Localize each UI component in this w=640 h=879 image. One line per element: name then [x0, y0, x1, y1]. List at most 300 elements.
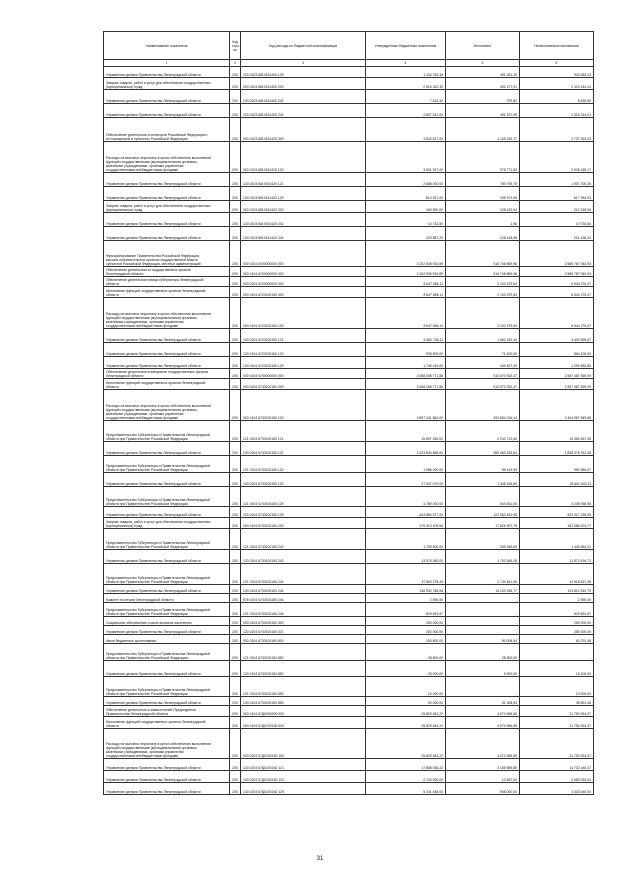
row-executed: 510 570 932,47 — [446, 369, 520, 379]
row-name: Функционирование Правительства Российской Федерации, высших исполнительных органов государственной власти субъектов Российской Федерации, местных администраций — [104, 241, 230, 267]
row-budget-code: 133 0103 6810151420 129 — [241, 187, 366, 201]
header-budget-code: Код расхода по бюджетной классификации — [241, 32, 366, 60]
row-approved: 3 068 058 771,56 — [366, 379, 446, 390]
row-name: Представительство Губернатора и Правительства Ленинградской области при Правительстве Российской Федерации — [104, 529, 230, 550]
column-number-row — [104, 60, 594, 67]
row-budget-code: 133 0104 6730100150 122 — [241, 473, 366, 487]
row-line-code: 200 — [230, 379, 241, 390]
row-unexecuted: 14 732 446,37 — [520, 759, 594, 771]
row-approved: 136 932 766,08 — [366, 585, 446, 594]
row-executed: 979,82 — [446, 90, 520, 104]
row-budget-code: 000 0104 67Д0000000 000 — [241, 706, 366, 717]
row-executed: 543 061,05 — [446, 487, 520, 507]
row-budget-code: 000 0104 6720000000 000 — [241, 277, 366, 287]
table-row — [104, 343, 594, 357]
row-approved: 15 697 250,00 — [366, 421, 446, 442]
row-line-code: 200 — [230, 78, 241, 90]
row-executed: - — [446, 617, 520, 626]
row-approved: 3 102 535 910,89 — [366, 267, 446, 277]
column-number: 3 — [241, 60, 366, 67]
row-approved: 2 203 840 865,00 — [366, 442, 446, 456]
row-line-code: 200 — [230, 518, 241, 529]
table-row — [104, 487, 594, 507]
row-budget-code: 133 0104 6730100150 121 — [241, 442, 366, 456]
row-budget-code: 133 0104 6730100150 321 — [241, 626, 366, 635]
row-approved: 2 590,00 — [366, 594, 446, 603]
row-approved: 17 663 278,43 — [366, 564, 446, 585]
row-line-code: 200 — [230, 173, 241, 187]
row-unexecuted: 26 601 643,11 — [520, 473, 594, 487]
row-name: Обеспечение деятельности вице-губернатора Ленинградской области — [104, 277, 230, 287]
row-budget-code: 121 0104 6730100150 242 — [241, 529, 366, 550]
table-row — [104, 729, 594, 759]
row-executed: 1 562 152,44 — [446, 329, 520, 343]
row-approved: 813 927,00 — [366, 187, 446, 201]
header-indicator-name: Наименование показателя — [104, 32, 230, 60]
row-name: Исполнение функций государственных органов Ленинградской области — [104, 379, 230, 390]
row-unexecuted: - — [520, 644, 594, 661]
row-executed: 4 074 556,85 — [446, 717, 520, 729]
row-name: Расходы на выплаты персоналу в целях обеспечения выполнения функций государственными (муниципальными) органами, казенными учреждениями, органами управления государственными внебюджетными фондами — [104, 390, 230, 421]
row-executed: 51 308,54 — [446, 697, 520, 706]
row-line-code: 200 — [230, 706, 241, 717]
row-unexecuted: 63 791,46 — [520, 635, 594, 644]
table-row — [104, 585, 594, 594]
table-row — [104, 213, 594, 227]
row-name: Управление делами Правительства Ленинградской области — [104, 442, 230, 456]
row-line-code: 200 — [230, 67, 241, 78]
row-line-code: 200 — [230, 201, 241, 213]
row-executed: 516 748 869,96 — [446, 241, 520, 267]
row-approved: 7 610,32 — [366, 90, 446, 104]
row-approved: 25 829 481,22 — [366, 729, 446, 759]
budget-execution-table — [103, 31, 594, 795]
row-name: Управление делами Правительства Ленинградской области — [104, 473, 230, 487]
row-executed: 28 800,00 — [446, 644, 520, 661]
row-budget-code: 121 0104 6730100150 244 — [241, 564, 366, 585]
table-row — [104, 287, 594, 298]
row-name: Иные бюджетные ассигнования — [104, 635, 230, 644]
row-approved: 153 800,00 — [366, 635, 446, 644]
row-unexecuted: 250 000,00 — [520, 626, 594, 635]
table-row — [104, 267, 594, 277]
row-line-code: 200 — [230, 287, 241, 298]
row-executed: 908 000,00 — [446, 783, 520, 795]
table-row — [104, 697, 594, 706]
row-executed: 71 400,00 — [446, 343, 520, 357]
table-row — [104, 783, 594, 795]
row-line-code: 200 — [230, 585, 241, 594]
row-approved: 935 500,00 — [366, 343, 446, 357]
row-approved: 2 688 000,00 — [366, 173, 446, 187]
table-row — [104, 507, 594, 518]
row-approved: 170 413 109,56 — [366, 518, 446, 529]
row-name: Расходы на выплаты персоналу в целях обеспечения выполнения функций государственными (муниципальными) органами, казенными учреждениями, органами управления государственными внебюджетными фондами — [104, 142, 230, 173]
table-row — [104, 118, 594, 142]
row-line-code: 200 — [230, 142, 241, 173]
row-line-code: 200 — [230, 421, 241, 442]
row-approved: 643 880 677,00 — [366, 507, 446, 518]
row-executed: 1,96 — [446, 213, 520, 227]
row-budget-code: 000 0104 0000000000 000 — [241, 241, 366, 267]
table-row — [104, 677, 594, 697]
row-executed: 17 826 907,79 — [446, 518, 520, 529]
row-budget-code: 978 0104 6730100150 244 — [241, 594, 366, 603]
row-name: Обеспечение деятельности аппаратов государственных органов Ленинградской области — [104, 369, 230, 379]
row-approved: 340 590,00 — [366, 201, 446, 213]
row-executed: 1 702 065,28 — [446, 550, 520, 564]
row-executed: 1 105 192,77 — [446, 118, 520, 142]
row-unexecuted: 123 812 510,79 — [520, 585, 594, 594]
row-executed: 122 963 451,95 — [446, 507, 520, 518]
table-row — [104, 550, 594, 564]
row-executed: 2 103 379,64 — [446, 287, 520, 298]
row-unexecuted: 11 873 194,72 — [520, 550, 594, 564]
row-name: Обеспечение деятельности сенаторов Российской Федерации и их помощников в субъектах Российской Федерации — [104, 118, 230, 142]
row-approved: 2 807 512,00 — [366, 104, 446, 118]
row-approved: 3 842 517,00 — [366, 118, 446, 142]
header-unexecuted: Неисполненные назначения — [520, 32, 594, 60]
row-budget-code: 000 0104 6720100150 000 — [241, 287, 366, 298]
row-line-code: 200 — [230, 390, 241, 421]
row-approved: 8 647 656,11 — [366, 298, 446, 329]
row-budget-code: 000 0104 6730100150 300 — [241, 617, 366, 626]
row-executed: 976 771,83 — [446, 142, 520, 173]
table-row — [104, 564, 594, 585]
row-budget-code: 000 0104 67Д0100150 100 — [241, 729, 366, 759]
table-row — [104, 456, 594, 473]
row-line-code: 200 — [230, 442, 241, 456]
row-unexecuted: 2 316 314,01 — [520, 104, 594, 118]
row-executed: 3 155 589,85 — [446, 759, 520, 771]
row-budget-code: 133 0103 6810151400 244 — [241, 104, 366, 118]
row-budget-code: 000 0104 6730100150 000 — [241, 379, 366, 390]
row-line-code: 200 — [230, 473, 241, 487]
row-line-code: 200 — [230, 357, 241, 369]
row-executed: 491 197,99 — [446, 104, 520, 118]
row-budget-code: 133 0104 6730100150 852 — [241, 661, 366, 677]
row-line-code: 200 — [230, 104, 241, 118]
row-line-code: 200 — [230, 277, 241, 287]
row-line-code: 200 — [230, 298, 241, 329]
row-unexecuted: 2 525 155,17 — [520, 142, 594, 173]
row-executed: 492 177,91 — [446, 78, 520, 90]
row-line-code: 200 — [230, 635, 241, 644]
row-unexecuted: 14 918 637,38 — [520, 564, 594, 585]
row-unexecuted: 6 544 276,47 — [520, 277, 594, 287]
row-line-code: 200 — [230, 603, 241, 617]
row-unexecuted: 6 544 276,47 — [520, 298, 594, 329]
row-name: Управление делами Правительства Ленинградской области — [104, 173, 230, 187]
row-unexecuted: 250 000,00 — [520, 617, 594, 626]
row-budget-code: 000 0104 6730100150 800 — [241, 635, 366, 644]
row-budget-code: 121 0104 6730100150 853 — [241, 677, 366, 697]
row-executed: 4 074 556,85 — [446, 729, 520, 759]
table-row — [104, 635, 594, 644]
table-header — [104, 32, 594, 67]
row-executed: 4 074 556,85 — [446, 706, 520, 717]
row-budget-code: 133 0104 6720100150 129 — [241, 357, 366, 369]
row-budget-code: 133 0103 6810151400 242 — [241, 90, 366, 104]
row-approved: 1 434 764,48 — [366, 67, 446, 78]
row-budget-code: 000 0103 6810151420 000 — [241, 118, 366, 142]
row-line-code: 200 — [230, 213, 241, 227]
row-unexecuted: 2 585 787 040,93 — [520, 267, 594, 277]
row-approved: 25 000,00 — [366, 661, 446, 677]
row-name: Расходы на выплаты персоналу в целях обеспечения выполнения функций государственными (муниципальными) органами, казенными учреждениями, органами управления государственными внебюджетными фондами — [104, 298, 230, 329]
table-row — [104, 617, 594, 626]
table-row — [104, 201, 594, 213]
row-line-code: 200 — [230, 626, 241, 635]
row-unexecuted: 4 245 938,95 — [520, 487, 594, 507]
table-row — [104, 241, 594, 267]
table-row — [104, 771, 594, 783]
row-name: Управление делами Правительства Ленинградской области — [104, 783, 230, 795]
row-unexecuted: 990 580,07 — [520, 456, 594, 473]
row-name: Управление делами Правительства Ленинградской области — [104, 343, 230, 357]
row-approved: 90 000,00 — [366, 697, 446, 706]
row-executed: 516 748 869,96 — [446, 267, 520, 277]
row-executed: 90 008,54 — [446, 635, 520, 644]
table-row — [104, 298, 594, 329]
row-approved: 250 000,00 — [366, 617, 446, 626]
row-line-code: 200 — [230, 369, 241, 379]
row-approved: 5 962 748,11 — [366, 329, 446, 343]
table-row — [104, 329, 594, 343]
row-line-code: 200 — [230, 644, 241, 661]
row-executed: 492 654 016,14 — [446, 390, 520, 421]
table-row — [104, 626, 594, 635]
table-row — [104, 717, 594, 729]
row-unexecuted: 4 333 445,00 — [520, 783, 594, 795]
row-approved: 10 732,80 — [366, 213, 446, 227]
row-executed: - — [446, 626, 520, 635]
row-name: Социальное обеспечение и иные выплаты населению — [104, 617, 230, 626]
row-unexecuted: 2 323 144,41 — [520, 78, 594, 90]
row-executed: 128 418,98 — [446, 227, 520, 241]
row-name: Управление делами Правительства Ленинградской области — [104, 67, 230, 78]
row-line-code: 200 — [230, 329, 241, 343]
row-unexecuted: 21 754 924,37 — [520, 706, 594, 717]
table-row — [104, 67, 594, 78]
row-unexecuted: 152 586 201,77 — [520, 518, 594, 529]
column-number: 5 — [446, 60, 520, 67]
row-name: Комитет по печати Ленинградской области — [104, 594, 230, 603]
row-line-code: 200 — [230, 550, 241, 564]
header-approved: Утвержденные бюджетные назначения — [366, 32, 446, 60]
row-approved: 2 815 322,32 — [366, 78, 446, 90]
row-unexecuted: 6 544 276,47 — [520, 287, 594, 298]
table-body — [104, 67, 594, 795]
row-name: Управление делами Правительства Ленинградской области — [104, 227, 230, 241]
table-row — [104, 594, 594, 603]
row-budget-code: 121 0104 6730100150 121 — [241, 421, 366, 442]
row-name: Представительство Губернатора и Правительства Ленинградской области при Правительстве Российской Федерации — [104, 564, 230, 585]
row-name: Управление делами Правительства Ленинградской области — [104, 90, 230, 104]
row-name: Представительство Губернатора и Правительства Ленинградской области при Правительстве Российской Федерации — [104, 603, 230, 617]
row-unexecuted: 2 737 324,23 — [520, 118, 594, 142]
row-line-code: 200 — [230, 717, 241, 729]
row-approved: 329 857,20 — [366, 227, 446, 241]
row-executed: - — [446, 677, 520, 697]
row-unexecuted: 520 917 225,05 — [520, 507, 594, 518]
table-row — [104, 442, 594, 456]
row-approved: 1 749 410,00 — [366, 357, 446, 369]
row-budget-code: 133 0104 6730100150 244 — [241, 585, 366, 594]
row-executed: 128 420,94 — [446, 201, 520, 213]
row-name: Обеспечение деятельности заместителей Председателя Правительства Ленинградской области — [104, 706, 230, 717]
row-name: Представительство Губернатора и Правительства Ленинградской области при Правительстве Российской Федерации — [104, 677, 230, 697]
row-line-code: 200 — [230, 343, 241, 357]
row-approved: 10 000,00 — [366, 677, 446, 697]
row-line-code: 200 — [230, 529, 241, 550]
table-row — [104, 78, 594, 90]
row-unexecuted: 15 100,00 — [520, 661, 594, 677]
row-executed: 491 281,25 — [446, 67, 520, 78]
row-unexecuted: 2 557 487 839,09 — [520, 379, 594, 390]
row-line-code: 200 — [230, 677, 241, 697]
row-unexecuted: 2 404 587 845,86 — [520, 390, 594, 421]
row-budget-code: 133 0103 6810151420 121 — [241, 173, 366, 187]
row-name: Управление делами Правительства Ленинградской области — [104, 626, 230, 635]
row-line-code: 200 — [230, 617, 241, 626]
row-budget-code: 133 0104 6720100150 122 — [241, 343, 366, 357]
row-unexecuted: 1 449 654,31 — [520, 529, 594, 550]
row-executed: 95 419,93 — [446, 456, 520, 473]
row-executed: 449 827,20 — [446, 357, 520, 369]
row-name: Управление делами Правительства Ленинградской области — [104, 213, 230, 227]
row-budget-code: 133 0103 6810151400 129 — [241, 67, 366, 78]
row-name: Закупка товаров, работ и услуг для обеспечения государственных (муниципальных) нужд — [104, 518, 230, 529]
row-budget-code: 000 0104 6730100150 200 — [241, 518, 366, 529]
row-unexecuted: 10 000,00 — [520, 677, 594, 697]
row-executed: 510 570 932,47 — [446, 379, 520, 390]
row-name: Управление делами Правительства Ленинградской области — [104, 585, 230, 594]
row-budget-code: 133 0104 6730100150 129 — [241, 507, 366, 518]
row-unexecuted: 2 590,00 — [520, 594, 594, 603]
row-executed: 13 120 255,77 — [446, 585, 520, 594]
table-row — [104, 706, 594, 717]
row-name: Управление делами Правительства Ленинградской области — [104, 759, 230, 771]
row-unexecuted: 13 454 537,35 — [520, 421, 594, 442]
row-approved: 3 068 058 771,56 — [366, 369, 446, 379]
row-unexecuted: 529 691,57 — [520, 603, 594, 617]
column-number: 6 — [520, 60, 594, 67]
row-name: Управление делами Правительства Ленинградской области — [104, 507, 230, 518]
row-executed: 195 972,08 — [446, 187, 520, 201]
row-line-code: 200 — [230, 729, 241, 759]
table-row — [104, 421, 594, 442]
row-budget-code: 133 0104 6720100150 121 — [241, 329, 366, 343]
row-name: Закупка товаров, работ и услуг для обеспечения государственных (муниципальных) нужд — [104, 201, 230, 213]
table-row — [104, 90, 594, 104]
row-unexecuted: 21 754 924,37 — [520, 729, 594, 759]
row-approved: 13 575 260,00 — [366, 550, 446, 564]
row-unexecuted: 943 483,23 — [520, 67, 594, 78]
row-budget-code: 133 0104 6730100150 853 — [241, 697, 366, 706]
row-line-code: 200 — [230, 187, 241, 201]
row-unexecuted: 1 299 582,80 — [520, 357, 594, 369]
column-number: 1 — [104, 60, 230, 67]
table-row — [104, 142, 594, 173]
row-name: Управление делами Правительства Ленинградской области — [104, 329, 230, 343]
row-approved: 25 829 481,22 — [366, 717, 446, 729]
row-name: Обеспечение деятельности государственных органов Ленинградской области — [104, 267, 230, 277]
row-line-code: 200 — [230, 594, 241, 603]
row-budget-code: 000 0104 6730000000 000 — [241, 369, 366, 379]
row-line-code: 200 — [230, 267, 241, 277]
row-line-code: 200 — [230, 241, 241, 267]
table-row — [104, 390, 594, 421]
row-unexecuted: 2 557 487 839,09 — [520, 369, 594, 379]
row-executed: 259 945,69 — [446, 529, 520, 550]
row-executed: 2 103 379,64 — [446, 277, 520, 287]
table-row — [104, 227, 594, 241]
row-name: Управление делами Правительства Ленинградской области — [104, 661, 230, 677]
row-budget-code: 000 0104 67Д0100150 000 — [241, 717, 366, 729]
table-row — [104, 173, 594, 187]
row-budget-code: 133 0104 67Д0100150 129 — [241, 783, 366, 795]
column-number: 4 — [366, 60, 446, 67]
row-executed: 10 967,00 — [446, 771, 520, 783]
row-approved: 529 691,57 — [366, 603, 446, 617]
row-approved: 27 947 070,00 — [366, 473, 446, 487]
column-number: 2 — [230, 60, 241, 67]
row-name: Представительство Губернатора и Правительства Ленинградской области при Правительстве Российской Федерации — [104, 456, 230, 473]
row-name: Управление делами Правительства Ленинградской области — [104, 357, 230, 369]
header-executed: Исполнено — [446, 32, 520, 60]
table-row — [104, 759, 594, 771]
row-budget-code: 121 0104 6730100150 122 — [241, 456, 366, 473]
row-unexecuted: 212 169,06 — [520, 201, 594, 213]
row-name: Управление делами Правительства Ленинградской области — [104, 187, 230, 201]
row-unexecuted: 617 954,92 — [520, 187, 594, 201]
row-approved: 5 241 445,00 — [366, 783, 446, 795]
row-budget-code: 000 0104 6720100150 100 — [241, 298, 366, 329]
row-name: Управление делами Правительства Ленинградской области — [104, 550, 230, 564]
row-line-code: 200 — [230, 456, 241, 473]
row-approved: 8 647 656,11 — [366, 277, 446, 287]
row-approved: 1 709 600,00 — [366, 529, 446, 550]
table-row — [104, 473, 594, 487]
row-approved: 3 501 927,00 — [366, 142, 446, 173]
row-approved: 1 086 000,00 — [366, 456, 446, 473]
table-row — [104, 277, 594, 287]
row-budget-code: 133 0104 6730100150 242 — [241, 550, 366, 564]
row-unexecuted: 201 438,22 — [520, 227, 594, 241]
row-executed: 2 744 641,06 — [446, 564, 520, 585]
row-approved: 28 800,00 — [366, 644, 446, 661]
row-name: Управление делами Правительства Ленинградской области — [104, 771, 230, 783]
row-line-code: 200 — [230, 771, 241, 783]
row-name: Исполнение функций государственных органов Ленинградской области — [104, 717, 230, 729]
row-budget-code: 000 0103 6810151420 100 — [241, 142, 366, 173]
row-executed: 2 103 379,64 — [446, 298, 520, 329]
row-unexecuted: 21 754 924,37 — [520, 717, 594, 729]
row-executed: 780 799,75 — [446, 173, 520, 187]
row-budget-code: 000 0103 6810151400 200 — [241, 78, 366, 90]
table-row — [104, 104, 594, 118]
row-name: Управление делами Правительства Ленинградской области — [104, 104, 230, 118]
row-line-code: 200 — [230, 118, 241, 142]
row-approved: 8 647 656,11 — [366, 287, 446, 298]
row-budget-code: 000 0103 6810151420 200 — [241, 201, 366, 213]
row-approved: 17 888 036,22 — [366, 759, 446, 771]
row-unexecuted: 38 691,46 — [520, 697, 594, 706]
row-approved: 4 789 000,00 — [366, 487, 446, 507]
row-executed: - — [446, 594, 520, 603]
row-budget-code: 133 0103 6810151420 242 — [241, 213, 366, 227]
